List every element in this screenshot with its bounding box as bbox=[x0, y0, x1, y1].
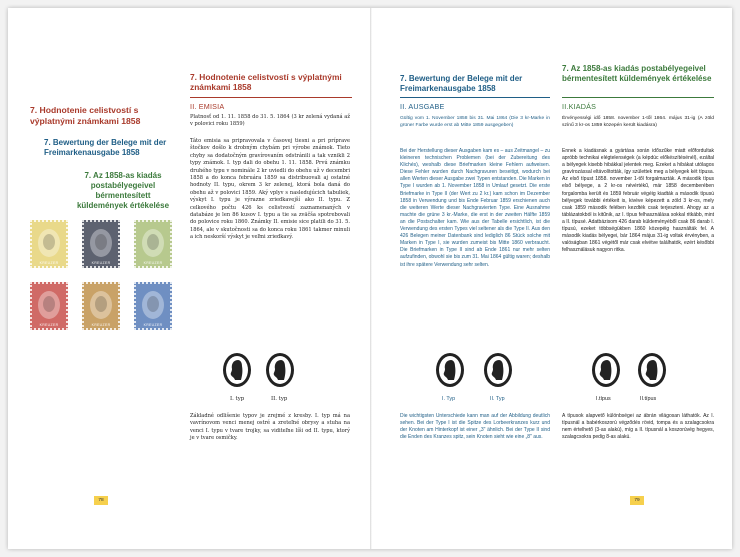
german-type2-medallion bbox=[484, 353, 512, 387]
toc-title-slovak: 7. Hodnotenie celistvostí s výplatnými známkami 1858 bbox=[30, 105, 141, 126]
section-label: II. EMISIA bbox=[190, 102, 225, 111]
page-number-right: 79 bbox=[630, 496, 644, 505]
body-text: Táto emisia sa pripravovala v časovej tiesni a pri príprave štočkov došlo k drobným chybám pri výrobe známok. Tieto chyby sa dodatočným gravírovaním odstránili a tak vznikli 2 typy známok. I. typ dali do obehu 1. 11. 1858. Prvú známku druhého typu v nominále 2 kr uviedli do obehu už v decembri 1858 a do konca februára 1859 sa distribuovali aj ostatné hodnoty II. typu, okrem 3 kr zelenej, ktorá bola daná do obehu až v polovici 1859. Aký vplyv s nasledujúcich tabuliek, výskyt I. typu je výrazne zriedkavejší ako II. typu. Z celkového počtu 426 ks celistvostí zaznamenaných v databáze je len 86 kusov I. typu a tie sa zväčša spotrebovali do polovice roku 1860. Známky II. emisie sice platili do 31. 5. 1864, ale v skutočnosti sa do konca roku 1861 takmer minuli a ich neskorší výskyt je veľmi zriedkavý. bbox=[190, 138, 350, 241]
hungarian-body: Ennek a kiadásnak a gyártása során időszűke miatt előfordultak apróbb technikai elégtelenségek (a képdúc előkészítésénél), ezáltal a bélyegek kisebb hibákkal jelentek meg. Ezeket a hibákat utólagos gravírozással eltávolították, így születtek meg a bélyegek két típusa. Az első típust 1858. november 1-től forgalmazták. A második típus első bélyege, a 2 kr-os névértékű, már 1858 decemberében forgalomba került és 1859 február végéig kiadták a második típusú bélyegek további értékeit is, kivéve képezett a zöld 3 kr-os, mely csak 1859 második felében kezdték csak terjeszteni. Ahogy az a táblázatokból is kitűnik, az I. típus felhasználása sokkal ritkább, mint a II. típusé. Adatbázisom 426 darab küldeményéből csak 86 darab I. típusú, ezeket többségükben 1860 közepéig használták fel. A második kiadás bélyegei, bár 1864 május 31-ig voltak érvényben, a valóságban 1861 végétől már csak elvétve találhatók, ezért későbbi felhasználásuk nagyon ritka. bbox=[562, 148, 714, 254]
heading-rule bbox=[190, 97, 352, 98]
german-caption-type2: II. Typ bbox=[490, 396, 505, 402]
right-page bbox=[372, 8, 732, 549]
stamp-blue: KREUZER bbox=[134, 282, 172, 330]
type2-medallion bbox=[266, 353, 294, 387]
bottom-text: Základné odlišenie typov je zrejmé z kresby. I. typ má na vavrínovom venci menej ostré a zreteľné obrysy a stuha na venci I. typu v tvare trojky, sa viditeľne líši od II. typu, ktorý je v tvare osmičky. bbox=[190, 413, 350, 442]
stamp-yellow: KREUZER bbox=[30, 220, 68, 268]
german-caption-type1: I. Typ bbox=[442, 396, 456, 402]
stamp-black: KREUZER bbox=[82, 220, 120, 268]
german-heading: 7. Bewertung der Belege mit der Freimarkenausgabe 1858 bbox=[400, 74, 523, 93]
stamp-green: KREUZER bbox=[134, 220, 172, 268]
left-page bbox=[8, 8, 370, 549]
caption-type2: II. typ bbox=[271, 396, 288, 402]
stamp-grid bbox=[30, 220, 180, 335]
german-bottom-text: Die wichtigsten Unterschiede kann man auf der Abbildung deutlich sehen. Bei der Type I ist die Spitze des Lorbeerkranzes kurz und der Knoten am Hinterkopf ist einer „3" ähnlich. Bei der Type II sind die Enden des Kranzes spitz, sein Knoten sieht wie eine „8" aus. bbox=[400, 413, 550, 441]
stamp-red: KREUZER bbox=[30, 282, 68, 330]
toc-title-german: 7. Bewertung der Belege mit der Freimarkenausgabe 1858 bbox=[44, 138, 167, 157]
hungarian-type1-medallion bbox=[592, 353, 620, 387]
german-section: II. AUSGABE bbox=[400, 102, 445, 111]
type1-medallion bbox=[223, 353, 251, 387]
hungarian-intro: Érvényességi idő 1858. november 1-től 1864. május 31-ig (A zöld színű 3 kr-os 1859 közepén került kiadásra) bbox=[562, 116, 714, 128]
page-number-left: 78 bbox=[94, 496, 108, 505]
hungarian-heading: 7. Az 1858-as kiadás postabélyegeivel bérmentesített küldemények értékelése bbox=[562, 64, 712, 83]
toc-title-hungarian: 7. Az 1858-as kiadás postabélyegeivel bérmentesített küldemények értékelése bbox=[76, 171, 170, 210]
german-body: Bei der Herstellung dieser Ausgaben kam es – aus Zeitmangel – zu kleineren technischen Problemen (bei der Zubereitung des Klichés), weshalb diese Briefmarken kleine Fehlern aufweisen. Diese Fehler wurden durch Nachgravuren beseitigt, wodurch bei allen Werten dieser Ausgabe zwei Typen entstanden. Die Marken in Type I wurden ab 1. November 1858 in Umlauf gesetzt. Die erste Briefmarke in Type II (der Wert zu 2 kr.) kam schon im Dezember 1858 in Verwendung und bis Ende Februar 1859 erschienen auch die weiteren Werte dieser Nachgravierten Type. Eine Ausnahme machte die grüne 3 kr.-Marke, die erst in der zweiten Hälfte 1859 an die Postschalter kam. Wie aus der Tabelle ersichtlich, ist die Verwendung des ersten Types viel seltener als die Type II. Aus den 426 Belegen meiner Datenbank sind lediglich 86 Stück solche mit Marken in Type I, sie wurden zumeist bis Mitte 1860 verbraucht. Die Briefmarken in Type II sind ab Ende 1861 nur mehr selten aufzufinden, obwohl sie bis zum 31. Mai 1864 gültig waren; deshalb ist ihre spätere Verwendung sehr selten. bbox=[400, 148, 550, 268]
german-intro: Gültig vom 1. November 1858 bis 31. Mai 1864 (Die 3 kr-Marke in grüner Farbe wurde erst ab Mitte 1859 ausgegeben) bbox=[400, 116, 550, 128]
hungarian-caption-type2: II.típus bbox=[640, 396, 657, 402]
german-type1-medallion bbox=[436, 353, 464, 387]
hungarian-bottom-text: A típusok alapvető különbségei az ábrán világosan láthatók. Az I. típusnál a babérkoszorú végződés rövid, tompa és a szalagcsokra nem értelhető (3-as alakú), míg a II. típusnál a koszorúvég hegyes, szalagcsokra pedig 8-as alakú. bbox=[562, 413, 714, 441]
hungarian-section: II.KIADÁS bbox=[562, 102, 597, 111]
hungarian-type2-medallion bbox=[638, 353, 666, 387]
caption-type1: I. typ bbox=[230, 396, 245, 402]
german-rule bbox=[400, 97, 550, 98]
hungarian-rule bbox=[562, 97, 714, 98]
intro-text: Platnosť od 1. 11. 1858 do 31. 5. 1864 (3 kr zelená vydaná až v polovici roku 1859) bbox=[190, 114, 350, 128]
stamp-brown: KREUZER bbox=[82, 282, 120, 330]
page-heading: 7. Hodnotenie celistvostí s výplatnými známkami 1858 bbox=[190, 72, 342, 92]
book-spread bbox=[8, 8, 732, 549]
hungarian-caption-type1: I.típus bbox=[596, 396, 611, 402]
